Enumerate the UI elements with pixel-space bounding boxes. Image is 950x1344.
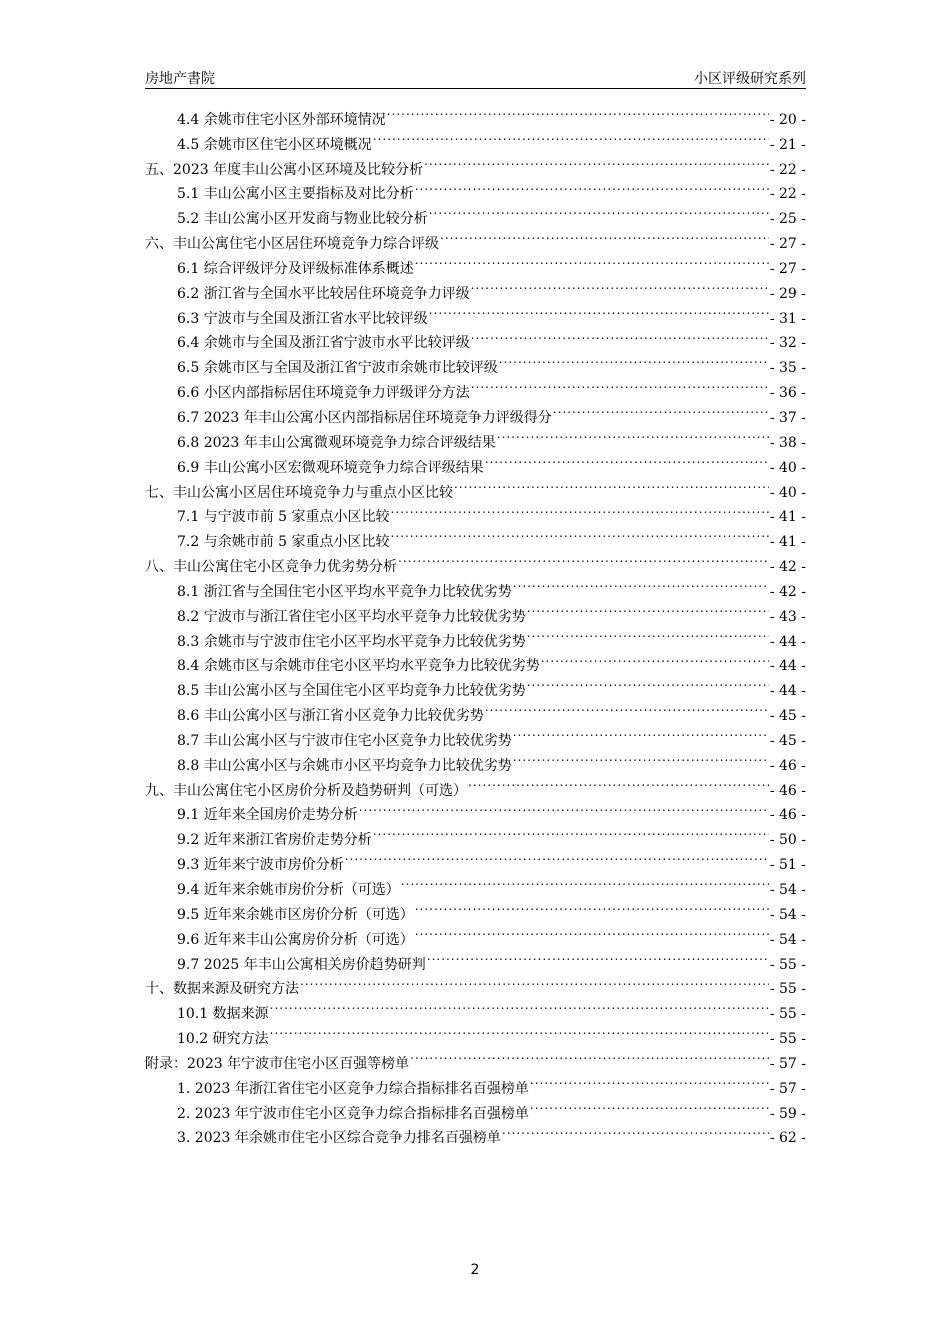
toc-leader-dots [471,372,769,397]
toc-leader-dots [410,1043,769,1068]
toc-entry-page: - 46 - [769,757,806,774]
toc-leader-dots [485,695,769,720]
toc-leader-dots [527,670,769,695]
toc-entry-page: - 50 - [769,832,806,849]
toc-entry-page: - 38 - [769,434,806,451]
toc-entry-page: - 51 - [769,857,806,874]
toc-leader-dots [424,149,769,174]
toc-entry-page: - 44 - [769,633,806,650]
toc-entry-page: - 31 - [769,310,806,327]
toc-leader-dots [373,124,769,149]
table-of-contents [145,99,806,1147]
toc-entry-title: 十、数据来源及研究方法 [145,981,299,998]
toc-entry-page: - 45 - [769,732,806,749]
header-publisher: 房地产書院 [145,71,215,87]
toc-entry-page: - 42 - [769,559,806,576]
toc-leader-dots [513,720,769,745]
toc-entry-title: 8.2 宁波市与浙江省住宅小区平均水平竞争力比较优劣势 [177,608,526,625]
toc-entry-title: 6.2 浙江省与全国水平比较居住环境竞争力评级 [177,285,470,302]
toc-leader-dots [415,174,769,199]
toc-entry-page: - 22 - [769,161,806,178]
toc-entry-title: 9.5 近年来余姚市区房价分析（可选） [177,906,414,923]
toc-leader-dots [359,795,769,820]
toc-entry-title: 七、丰山公寓小区居住环境竞争力与重点小区比较 [145,484,453,501]
page-header [145,66,806,89]
toc-entry-title: 10.1 数据来源 [177,1006,269,1023]
toc-leader-dots [429,298,769,323]
toc-entry-title: 3. 2023 年余姚市住宅小区综合竞争力排名百强榜单 [177,1130,501,1147]
toc-leader-dots [415,919,769,944]
toc-entry-page: - 32 - [769,335,806,352]
toc-entry-title: 8.4 余姚市区与余姚市住宅小区平均水平竞争力比较优劣势 [177,658,540,675]
toc-leader-dots [541,646,769,671]
toc-entry-page: - 57 - [769,1080,806,1097]
toc-leader-dots [300,969,769,994]
toc-leader-dots [345,844,769,869]
toc-leader-dots [391,521,769,546]
header-series-title: 小区评级研究系列 [694,71,806,87]
toc-entry-page: - 20 - [769,111,806,128]
toc-entry-title: 4.5 余姚市区住宅小区环境概况 [177,136,372,153]
toc-entry-page: - 42 - [769,583,806,600]
toc-entry-title: 8.1 浙江省与全国住宅小区平均水平竞争力比较优劣势 [177,583,512,600]
toc-entry-page: - 44 - [769,658,806,675]
toc-entry-page: - 37 - [769,409,806,426]
toc-leader-dots [471,273,769,298]
toc-entry-page: - 55 - [769,1006,806,1023]
toc-entry-title: 9.6 近年来丰山公寓房价分析（可选） [177,931,414,948]
toc-leader-dots [415,894,769,919]
toc-leader-dots [497,422,769,447]
toc-leader-dots [530,1093,769,1118]
toc-leader-dots [468,770,769,795]
toc-entry-page: - 57 - [769,1055,806,1072]
toc-entry-title: 10.2 研究方法 [177,1031,269,1048]
toc-entry-page: - 40 - [769,459,806,476]
toc-entry-title: 6.9 丰山公寓小区宏微观环境竞争力综合评级结果 [177,459,484,476]
toc-entry-title: 6.8 2023 年丰山公寓微观环境竞争力综合评级结果 [177,434,496,451]
toc-leader-dots [270,993,769,1018]
toc-entry-page: - 44 - [769,683,806,700]
toc-leader-dots [454,472,769,497]
toc-leader-dots [471,323,769,348]
toc-entry-page: - 62 - [769,1130,806,1147]
toc-entry-page: - 22 - [769,186,806,203]
toc-entry-title: 5.1 丰山公寓小区主要指标及对比分析 [177,186,414,203]
toc-entry-page: - 27 - [769,260,806,277]
toc-entry-title: 6.5 余姚市区与全国及浙江省宁波市余姚市比较评级 [177,360,498,377]
toc-entry-page: - 41 - [769,509,806,526]
toc-entry-page: - 54 - [769,882,806,898]
toc-entry-page: - 54 - [769,906,806,923]
toc-leader-dots [530,1068,769,1093]
toc-entry-title: 6.4 余姚市与全国及浙江省宁波市水平比较评级 [177,335,470,352]
toc-entry-title: 6.7 2023 年丰山公寓小区内部指标居住环境竞争力评级得分 [177,409,552,426]
toc-leader-dots [429,198,769,223]
toc-leader-dots [513,745,769,770]
toc-entry-title: 1. 2023 年浙江省住宅小区竞争力综合指标排名百强榜单 [177,1080,529,1097]
toc-leader-dots [398,546,769,571]
toc-entry-page: - 55 - [769,1031,806,1048]
toc-entry-title: 7.1 与宁波市前 5 家重点小区比较 [177,509,390,526]
toc-entry-page: - 27 - [769,236,806,253]
toc-entry-page: - 54 - [769,931,806,948]
toc-leader-dots [513,571,769,596]
toc-entry-title: 6.6 小区内部指标居住环境竞争力评级评分方法 [177,385,470,402]
toc-leader-dots [391,497,769,522]
toc-entry-page: - 46 - [769,807,806,824]
toc-entry-page: - 21 - [769,136,806,153]
toc-entry-page: - 46 - [769,782,806,799]
toc-leader-dots [415,248,769,273]
toc-entry-title: 六、丰山公寓住宅小区居住环境竞争力综合评级 [145,236,439,253]
toc-leader-dots [502,1118,769,1143]
toc-entry-title: 九、丰山公寓住宅小区房价分析及趋势研判（可选） [145,782,467,799]
toc-entry-page: - 35 - [769,360,806,377]
toc-entry-title: 附录：2023 年宁波市住宅小区百强等榜单 [145,1055,410,1072]
toc-leader-dots [527,621,769,646]
toc-entry-page: - 55 - [769,956,806,973]
toc-entry-page: - 59 - [769,1105,806,1122]
toc-entry-title: 8.7 丰山公寓小区与宁波市住宅小区竞争力比较优劣势 [177,732,512,749]
toc-entry-title: 7.2 与余姚市前 5 家重点小区比较 [177,534,390,551]
toc-entry-title: 9.3 近年来宁波市房价分析 [177,857,344,874]
toc-entry-page: - 25 - [769,211,806,228]
toc-entry[interactable] [145,99,806,128]
toc-entry-title: 9.1 近年来全国房价走势分析 [177,807,358,824]
toc-leader-dots [553,397,769,422]
toc-entry-title: 8.8 丰山公寓小区与余姚市小区平均竞争力比较优劣势 [177,757,512,774]
toc-leader-dots [270,1018,769,1043]
toc-leader-dots [401,869,769,894]
toc-leader-dots [387,99,769,124]
toc-entry-title: 八、丰山公寓住宅小区竞争力优劣势分析 [145,559,397,576]
page-number: 2 [470,1262,480,1278]
toc-leader-dots [427,944,769,969]
toc-entry-title: 9.2 近年来浙江省房价走势分析 [177,832,372,849]
toc-entry-page: - 41 - [769,534,806,551]
toc-leader-dots [485,447,769,472]
toc-entry-page: - 43 - [769,608,806,625]
toc-leader-dots [499,347,769,372]
toc-entry-title: 6.1 综合评级评分及评级标准体系概述 [177,260,414,277]
toc-entry-page: - 40 - [769,484,806,501]
toc-entry-title: 8.6 丰山公寓小区与浙江省小区竞争力比较优劣势 [177,708,484,725]
toc-leader-dots [440,223,769,248]
toc-entry-title: 9.7 2025 年丰山公寓相关房价趋势研判 [177,956,426,973]
toc-entry-title: 8.3 余姚市与宁波市住宅小区平均水平竞争力比较优劣势 [177,633,526,650]
toc-entry-page: - 36 - [769,385,806,402]
toc-entry-title: 6.3 宁波市与全国及浙江省水平比较评级 [177,310,428,327]
toc-entry-title: 五、2023 年度丰山公寓小区环境及比较分析 [145,161,424,178]
toc-leader-dots [373,819,769,844]
toc-entry-page: - 55 - [769,981,806,998]
toc-entry-title: 2. 2023 年宁波市住宅小区竞争力综合指标排名百强榜单 [177,1105,529,1122]
toc-leader-dots [527,596,769,621]
toc-entry-title: 9.4 近年来余姚市房价分析（可选） [177,882,400,898]
toc-entry-title: 5.2 丰山公寓小区开发商与物业比较分析 [177,211,428,228]
toc-entry-page: - 29 - [769,285,806,302]
toc-entry-title: 8.5 丰山公寓小区与全国住宅小区平均竞争力比较优劣势 [177,683,526,700]
toc-entry-page: - 45 - [769,708,806,725]
toc-entry-title: 4.4 余姚市住宅小区外部环境情况 [177,111,386,128]
